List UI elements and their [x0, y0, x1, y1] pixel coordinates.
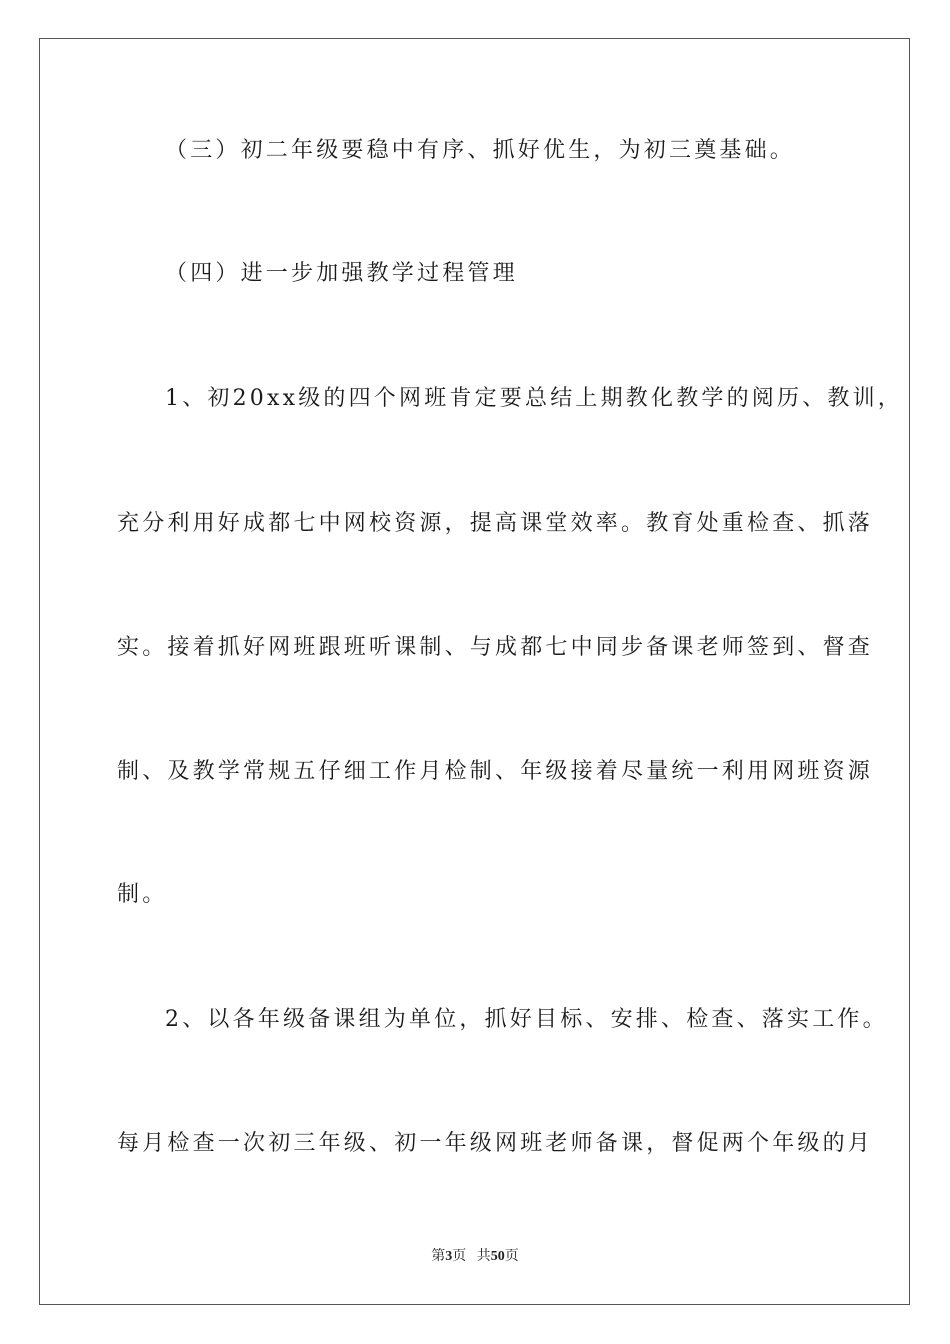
footer-page-number: 3 [445, 1249, 453, 1264]
footer-total-number: 50 [490, 1249, 505, 1264]
paragraph-line-1: （三）初二年级要稳中有序、抓好优生，为初三奠基础。 [165, 138, 796, 163]
page-footer [0, 1245, 950, 1265]
paragraph-line-5: 实。接着抓好网班跟班听课制、与成都七中同步备课老师签到、督查 [117, 635, 874, 660]
paragraph-line-6: 制、及教学常规五仔细工作月检制、年级接着尽量统一利用网班资源 [117, 759, 874, 784]
paragraph-line-3: 1、初20xx级的四个网班肯定要总结上期教化教学的阅历、教训， [165, 386, 904, 411]
paragraph-line-7: 制。 [117, 882, 168, 907]
footer-total-prefix: 共 [476, 1249, 491, 1264]
paragraph-line-4: 充分利用好成都七中网校资源，提高课堂效率。教育处重检查、抓落 [117, 511, 874, 536]
paragraph-line-8: 2、以各年级备课组为单位，抓好目标、安排、检查、落实工作。 [165, 1007, 888, 1032]
footer-page-suffix: 页 [452, 1249, 467, 1264]
page-border [39, 38, 910, 1305]
paragraph-line-9: 每月检查一次初三年级、初一年级网班老师备课，督促两个年级的月 [117, 1131, 874, 1156]
footer-total-suffix: 页 [504, 1249, 519, 1264]
paragraph-line-2: （四）进一步加强教学过程管理 [165, 261, 518, 286]
footer-page-prefix: 第 [431, 1249, 446, 1264]
